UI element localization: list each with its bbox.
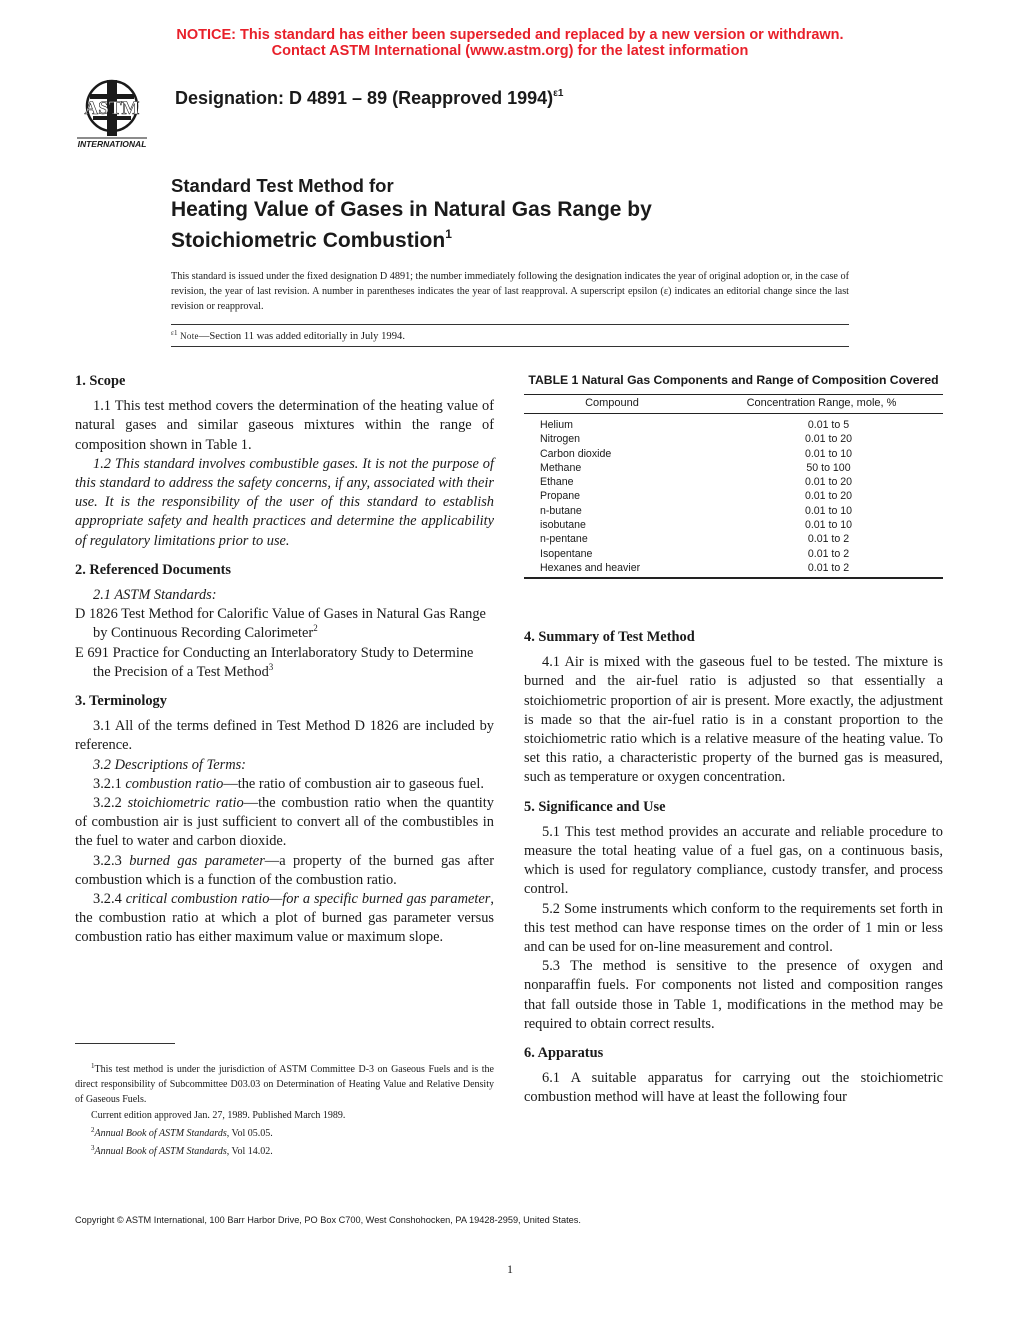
paragraph-4-1: 4.1 Air is mixed with the gaseous fuel to be tested. The mixture is burned and the air-fuel ratio is adjusted so that essentially a stoichiometric proportion of air is present. More exactly, the adjustment is made so that the air-fuel ratio is in a constant proportion to the stoichiometric ratio which is a relative measure of the heating value. To set this ratio, a characteristic property of the burned gas is measured, such as temperature or oxygen concentration. <box>524 654 943 786</box>
designation <box>175 88 563 109</box>
editorial-note-label: Note <box>180 331 199 341</box>
table-row <box>524 461 943 475</box>
term-stoichiometric-ratio: stoichiometric ratio <box>127 795 244 812</box>
divider <box>171 346 849 347</box>
footnote-3-sup: 3 <box>91 1144 95 1153</box>
paragraph-1-1: 1.1 This test method covers the determination of the heating value of natural gases and similar gaseous mixtures within the range of composition shown in Table 1. <box>75 398 494 453</box>
paragraph-1-2: 1.2 This standard involves combustible gases. It is not the purpose of this standard to address the safety concerns, if any, associated with their use. It is the responsibility of the user of this standard to establish appropriate safety and health practices and determine the applicability of regulatory limitations prior to use. <box>75 455 494 549</box>
term-critical-combustion-ratio: critical combustion ratio—for a specific burned gas parameter <box>125 891 491 908</box>
table-caption: TABLE 1 Natural Gas Components and Range of Composition Covered <box>528 373 939 387</box>
footnote-3 <box>75 1141 494 1159</box>
term-combustion-ratio: combustion ratio <box>125 775 224 792</box>
footnote-1b: Current edition approved Jan. 27, 1989. Published March 1989. <box>91 1109 346 1121</box>
table-cell-compound: Helium <box>540 419 573 431</box>
logo-caption: INTERNATIONAL <box>77 139 147 149</box>
table-header <box>524 395 943 414</box>
section-2-heading: 2. Referenced Documents <box>75 561 231 578</box>
table-row <box>524 475 943 489</box>
paragraph-3-2-1 <box>75 775 494 794</box>
reference-d1826 <box>75 605 494 643</box>
title-sup: 1 <box>445 227 452 241</box>
footnote-2-rest: , Vol 05.05. <box>226 1127 273 1139</box>
right-column <box>524 628 943 1108</box>
copyright-line: Copyright © ASTM International, 100 Barr Harbor Drive, PO Box C700, West Conshohocken, PA 19428-2959, United States. <box>75 1215 581 1225</box>
withdrawal-notice <box>0 27 1020 59</box>
paragraph-3-2: 3.2 Descriptions of Terms: <box>93 756 246 773</box>
table-cell-compound: Propane <box>540 490 581 503</box>
notice-line-2: Contact ASTM International (www.astm.org) for the latest information <box>271 43 749 59</box>
reference-d1826-sup: 2 <box>313 623 318 634</box>
footnote-2-sup: 2 <box>91 1125 95 1134</box>
table-body <box>524 414 943 575</box>
editorial-note-text: —Section 11 was added editorially in July 1994. <box>198 331 405 342</box>
reference-d1826-text: D 1826 Test Method for Calorific Value of Gases in Natural Gas Range by Continuous Recording Calorimeter <box>75 606 486 642</box>
table-cell-range: 0.01 to 10 <box>804 519 853 532</box>
table-cell-compound: n-pentane <box>540 533 588 546</box>
table-row <box>524 432 943 446</box>
notice-line-1: NOTICE: This standard has either been superseded and replaced by a new version or withdrawn. <box>176 27 844 43</box>
document-title <box>171 175 871 253</box>
reference-e691 <box>75 644 494 682</box>
reference-e691-text: E 691 Practice for Conducting an Interlaboratory Study to Determine the Precision of a Test Method <box>75 644 474 680</box>
astm-logo <box>63 72 163 152</box>
page-number: 1 <box>507 1262 513 1276</box>
table-cell-range: 0.01 to 20 <box>804 490 853 503</box>
table-cell-compound: Carbon dioxide <box>540 447 612 460</box>
logo-letters: ASTM <box>84 98 140 119</box>
table-cell-range: 50 to 100 <box>806 461 851 474</box>
footnotes <box>75 1059 494 1159</box>
editorial-note <box>171 329 405 342</box>
section-6-heading: 6. Apparatus <box>524 1045 604 1062</box>
title-line-1: Standard Test Method for <box>171 175 394 196</box>
composition-table <box>524 372 943 579</box>
term-definition: —a property of the burned gas after combustion which is a function of the combustion ratio. <box>75 852 494 888</box>
section-1-heading: 1. Scope <box>75 373 126 389</box>
footnote-rule <box>75 1043 175 1044</box>
section-3-heading: 3. Terminology <box>75 693 167 710</box>
footnote-3-title: Annual Book of ASTM Standards <box>94 1146 227 1158</box>
footnote-3-rest: , Vol 14.02. <box>226 1146 273 1158</box>
designation-text: Designation: D 4891 – 89 (Reapproved 1994) <box>175 88 554 108</box>
table-row <box>524 532 943 546</box>
table-row <box>524 489 943 503</box>
paragraph-3-2-3 <box>75 852 494 890</box>
astm-logo-icon <box>63 72 163 152</box>
table-row <box>524 504 943 518</box>
table-cell-range: 0.01 to 2 <box>807 561 850 574</box>
table-cell-compound: Ethane <box>540 476 574 489</box>
reference-e691-sup: 3 <box>268 661 274 672</box>
term-definition: —the combustion ratio when the quantity of combustion air is just sufficient to convert all of the combustibles in the fuel to water and carbon dioxide. <box>75 795 494 850</box>
table-row <box>524 418 943 432</box>
term-burned-gas-parameter: burned gas parameter <box>129 852 265 869</box>
paragraph-5-2: 5.2 Some instruments which conform to the requirements set forth in this test method can have response times on the order of 1 min or less and can be used for on-line measurement and control. <box>524 900 943 956</box>
table-cell-compound: Methane <box>540 461 582 474</box>
left-column <box>75 372 494 948</box>
table-cell-range: 0.01 to 2 <box>807 547 850 560</box>
table-row <box>524 518 943 532</box>
footnote-1-sup: 1 <box>91 1062 95 1070</box>
paragraph-3-2-4 <box>75 890 494 948</box>
section-5-heading: 5. Significance and Use <box>524 798 666 815</box>
table-cell-range: 0.01 to 2 <box>807 533 850 546</box>
paragraph-5-1: 5.1 This test method provides an accurate and reliable procedure to measure the total heating value of a fuel gas, on a continuous basis, which is used for regulatory compliance, custody transfer, and process control. <box>524 823 943 898</box>
paragraph-5-3: 5.3 The method is sensitive to the presence of oxygen and nonparaffin fuels. For components not listed and composition ranges that fall outside those in Table 1, modifications in the method may be required to obtain correct results. <box>524 958 943 1032</box>
designation-sup: ε1 <box>553 88 564 99</box>
issue-statement: This standard is issued under the fixed designation D 4891; the number immediately following the designation indicates the year of original adoption or, in the case of revision, the year of last revision. A number in parentheses indicates the year of last reapproval. A superscript epsilon (ε) indicates an editorial change since the last revision or reapproval. <box>171 271 849 312</box>
table-row <box>524 547 943 561</box>
table-cell-compound: n-butane <box>540 504 582 517</box>
table-bottom-rule <box>524 577 943 579</box>
term-number: 3.2.4 <box>93 891 122 908</box>
divider <box>171 324 849 325</box>
section-4-heading: 4. Summary of Test Method <box>524 629 695 645</box>
table-row <box>524 561 943 575</box>
table-cell-compound: isobutane <box>540 519 586 532</box>
footnote-1-text: This test method is under the jurisdiction of ASTM Committee D-3 on Gaseous Fuels and is the direct responsibility of Subcommittee D03.03 on Determination of Heating Value and Relative Density of Gaseous Fuels. <box>75 1064 494 1106</box>
table-cell-range: 0.01 to 10 <box>804 447 853 460</box>
paragraph-2-1: 2.1 ASTM Standards: <box>93 587 217 604</box>
table-cell-compound: Hexanes and heavier <box>540 561 641 574</box>
paragraph-3-1: 3.1 All of the terms defined in Test Method D 1826 are included by reference. <box>75 718 494 754</box>
footnote-2-title: Annual Book of ASTM Standards <box>94 1127 227 1139</box>
term-number: 3.2.1 <box>93 775 122 792</box>
table-cell-range: 0.01 to 20 <box>804 476 853 489</box>
table-cell-compound: Isopentane <box>540 547 593 560</box>
table-cell-range: 0.01 to 5 <box>807 419 850 431</box>
term-definition: , the combustion ratio at which a plot of burned gas parameter versus combustion ratio has either maximum value or maximum slope. <box>75 891 494 946</box>
editorial-note-sup: ε1 <box>171 329 178 337</box>
paragraph-3-2-2 <box>75 794 494 852</box>
title-line-2: Heating Value of Gases in Natural Gas Range by <box>171 198 652 221</box>
footnote-1 <box>75 1059 494 1108</box>
title-line-3 <box>171 222 871 253</box>
table-header-compound: Compound <box>585 397 639 409</box>
table-cell-range: 0.01 to 10 <box>804 504 853 517</box>
table-cell-range: 0.01 to 20 <box>804 433 853 446</box>
term-number: 3.2.2 <box>93 795 122 812</box>
term-definition: —the ratio of combustion air to gaseous fuel. <box>223 775 484 792</box>
term-number: 3.2.3 <box>93 852 122 869</box>
footnote-2 <box>75 1123 494 1141</box>
paragraph-6-1: 6.1 A suitable apparatus for carrying out the stoichiometric combustion method will have at least the following four <box>524 1070 943 1106</box>
table-header-range: Concentration Range, mole, % <box>746 397 897 409</box>
title-line-3-text: Stoichiometric Combustion <box>171 229 446 252</box>
table-cell-compound: Nitrogen <box>540 433 581 446</box>
table-row <box>524 447 943 461</box>
